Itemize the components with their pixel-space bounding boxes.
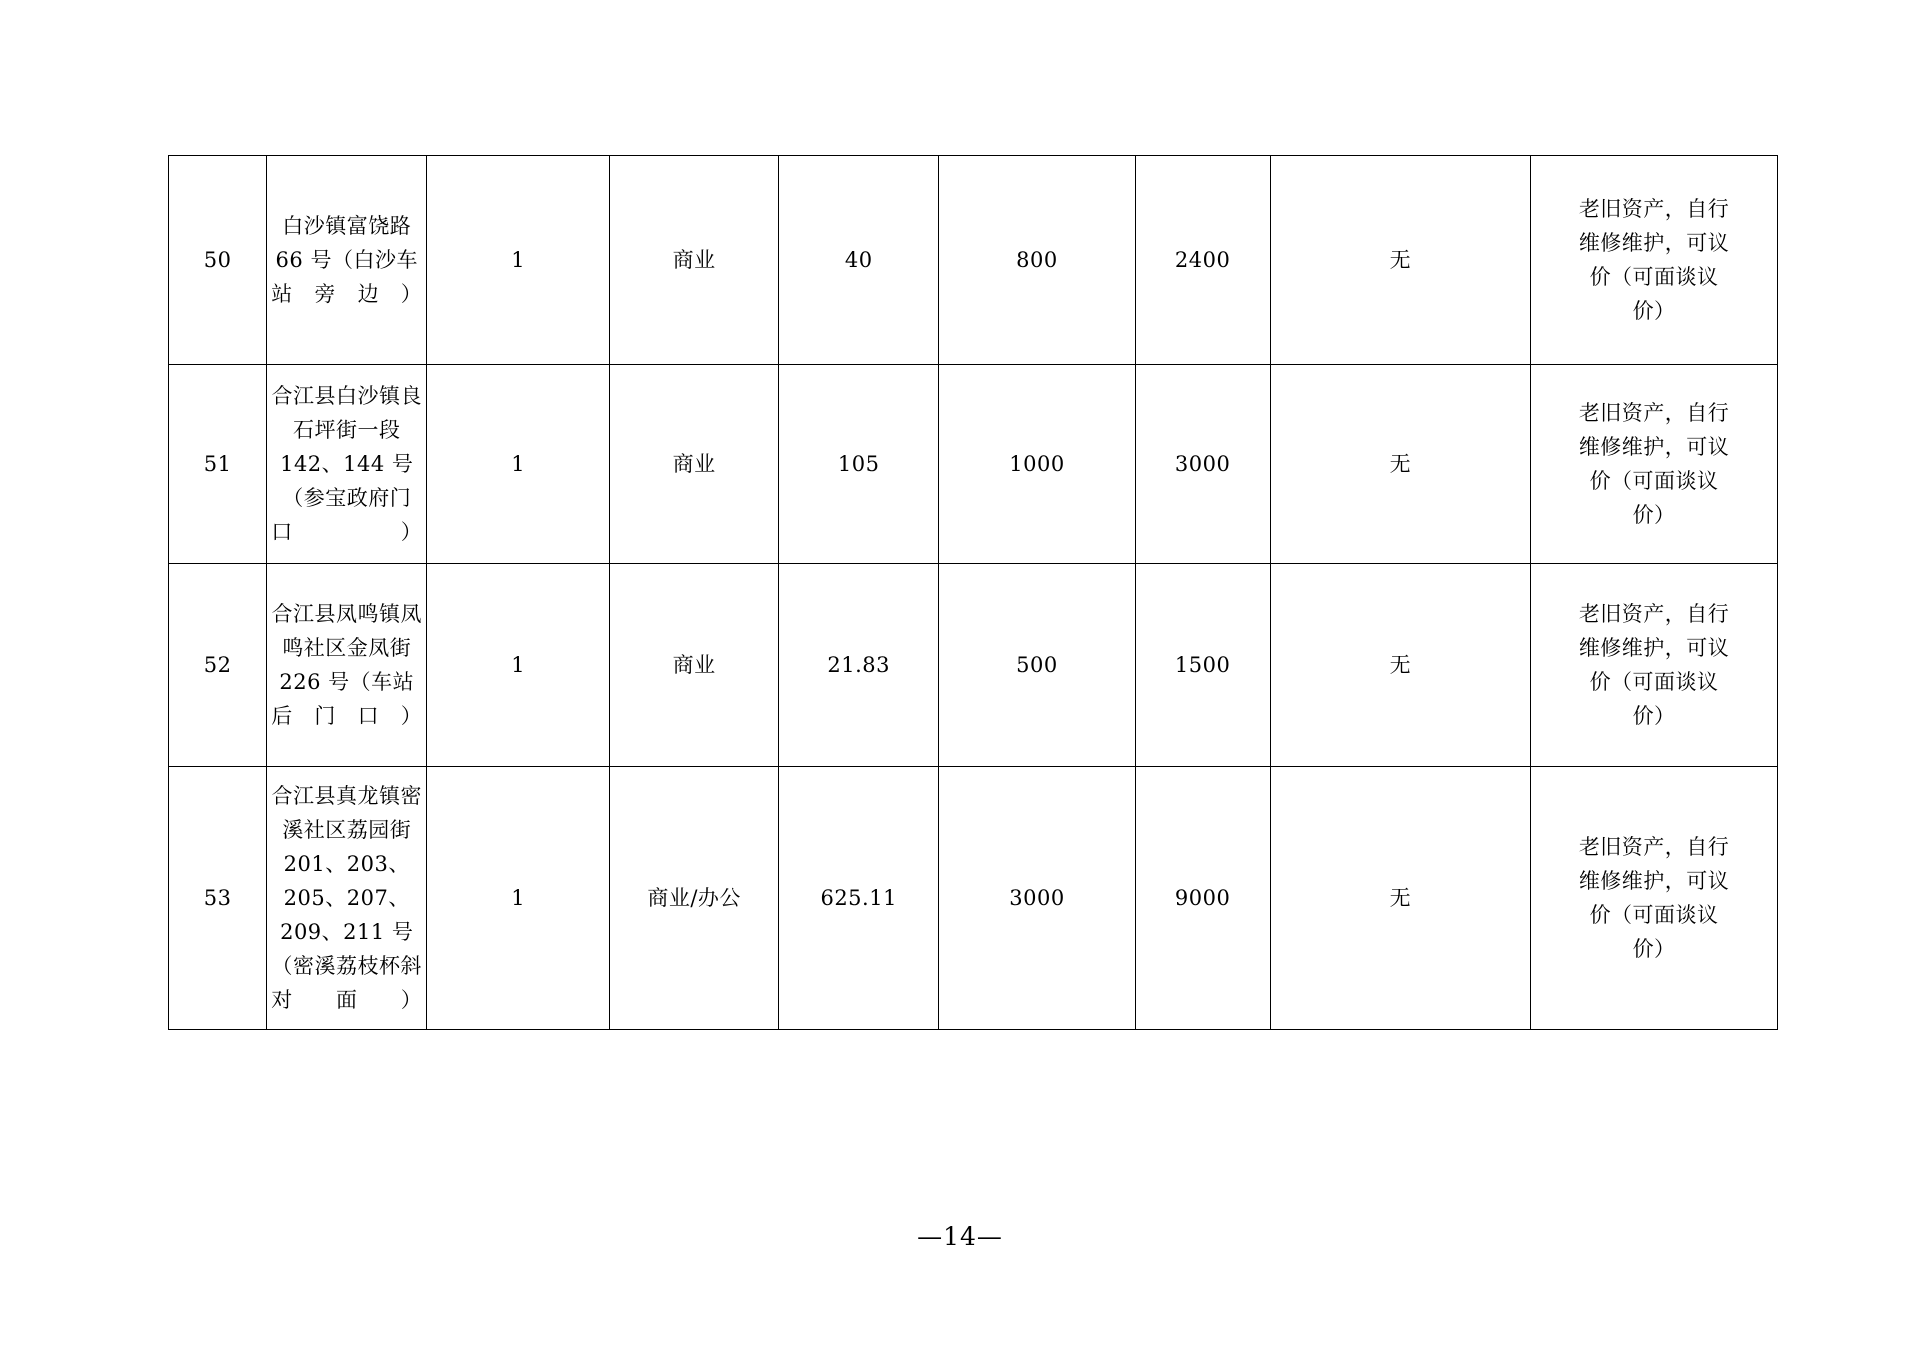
remark-line: 价（可面谈议 xyxy=(1589,265,1719,289)
cell-address: 合江县凤鸣镇凤鸣社区金凤街 226 号（车站后门口） xyxy=(267,564,427,767)
cell-price1: 3000 xyxy=(939,767,1136,1030)
remark-line: 维修维护，可议 xyxy=(1578,868,1730,893)
remark-line: 价（可面谈议 xyxy=(1589,670,1719,694)
cell-price1: 500 xyxy=(939,564,1136,767)
cell-count: 1 xyxy=(427,156,610,365)
page-number: —14— xyxy=(917,1222,1003,1251)
cell-remark xyxy=(1531,767,1778,1030)
table-row xyxy=(169,156,1778,365)
remark-line: 价） xyxy=(1632,937,1676,962)
cell-type: 商业 xyxy=(610,564,779,767)
remark-line: 价） xyxy=(1632,704,1676,729)
asset-table xyxy=(168,155,1778,1030)
remark-line: 维修维护，可议 xyxy=(1578,635,1730,660)
table-row xyxy=(169,767,1778,1030)
remark-line: 老旧资产，自行 xyxy=(1578,834,1730,859)
remark-line: 价（可面谈议 xyxy=(1589,903,1719,927)
remark-line: 维修维护，可议 xyxy=(1578,230,1730,255)
cell-price2: 9000 xyxy=(1135,767,1270,1030)
cell-count: 1 xyxy=(427,564,610,767)
cell-other: 无 xyxy=(1270,156,1531,365)
cell-address: 合江县真龙镇密溪社区荔园街 201、203、205、207、209、211 号（密溪荔枝杯斜对面） xyxy=(267,767,427,1030)
cell-remark xyxy=(1531,365,1778,564)
cell-price2: 1500 xyxy=(1135,564,1270,767)
cell-other: 无 xyxy=(1270,767,1531,1030)
remark-line: 老旧资产，自行 xyxy=(1578,400,1730,425)
cell-price2: 2400 xyxy=(1135,156,1270,365)
cell-address: 合江县白沙镇良石坪街一段 142、144 号（参宝政府门口） xyxy=(267,365,427,564)
cell-type: 商业/办公 xyxy=(610,767,779,1030)
asset-table-container xyxy=(168,155,1778,1030)
cell-index: 52 xyxy=(169,564,267,767)
cell-type: 商业 xyxy=(610,156,779,365)
cell-area: 105 xyxy=(779,365,939,564)
table-row xyxy=(169,365,1778,564)
remark-line: 价（可面谈议 xyxy=(1589,469,1719,493)
cell-price1: 1000 xyxy=(939,365,1136,564)
cell-other: 无 xyxy=(1270,564,1531,767)
cell-count: 1 xyxy=(427,365,610,564)
remark-line: 老旧资产，自行 xyxy=(1578,196,1730,221)
cell-remark xyxy=(1531,564,1778,767)
cell-remark xyxy=(1531,156,1778,365)
remark-line: 维修维护，可议 xyxy=(1578,434,1730,459)
cell-index: 50 xyxy=(169,156,267,365)
cell-type: 商业 xyxy=(610,365,779,564)
cell-area: 21.83 xyxy=(779,564,939,767)
cell-price2: 3000 xyxy=(1135,365,1270,564)
cell-count: 1 xyxy=(427,767,610,1030)
remark-line: 价） xyxy=(1632,503,1676,528)
cell-area: 625.11 xyxy=(779,767,939,1030)
remark-line: 价） xyxy=(1632,299,1676,324)
remark-line: 老旧资产，自行 xyxy=(1578,601,1730,626)
cell-index: 53 xyxy=(169,767,267,1030)
table-row xyxy=(169,564,1778,767)
cell-area: 40 xyxy=(779,156,939,365)
cell-other: 无 xyxy=(1270,365,1531,564)
cell-price1: 800 xyxy=(939,156,1136,365)
cell-address: 白沙镇富饶路 66 号（白沙车站旁边） xyxy=(267,156,427,365)
cell-index: 51 xyxy=(169,365,267,564)
